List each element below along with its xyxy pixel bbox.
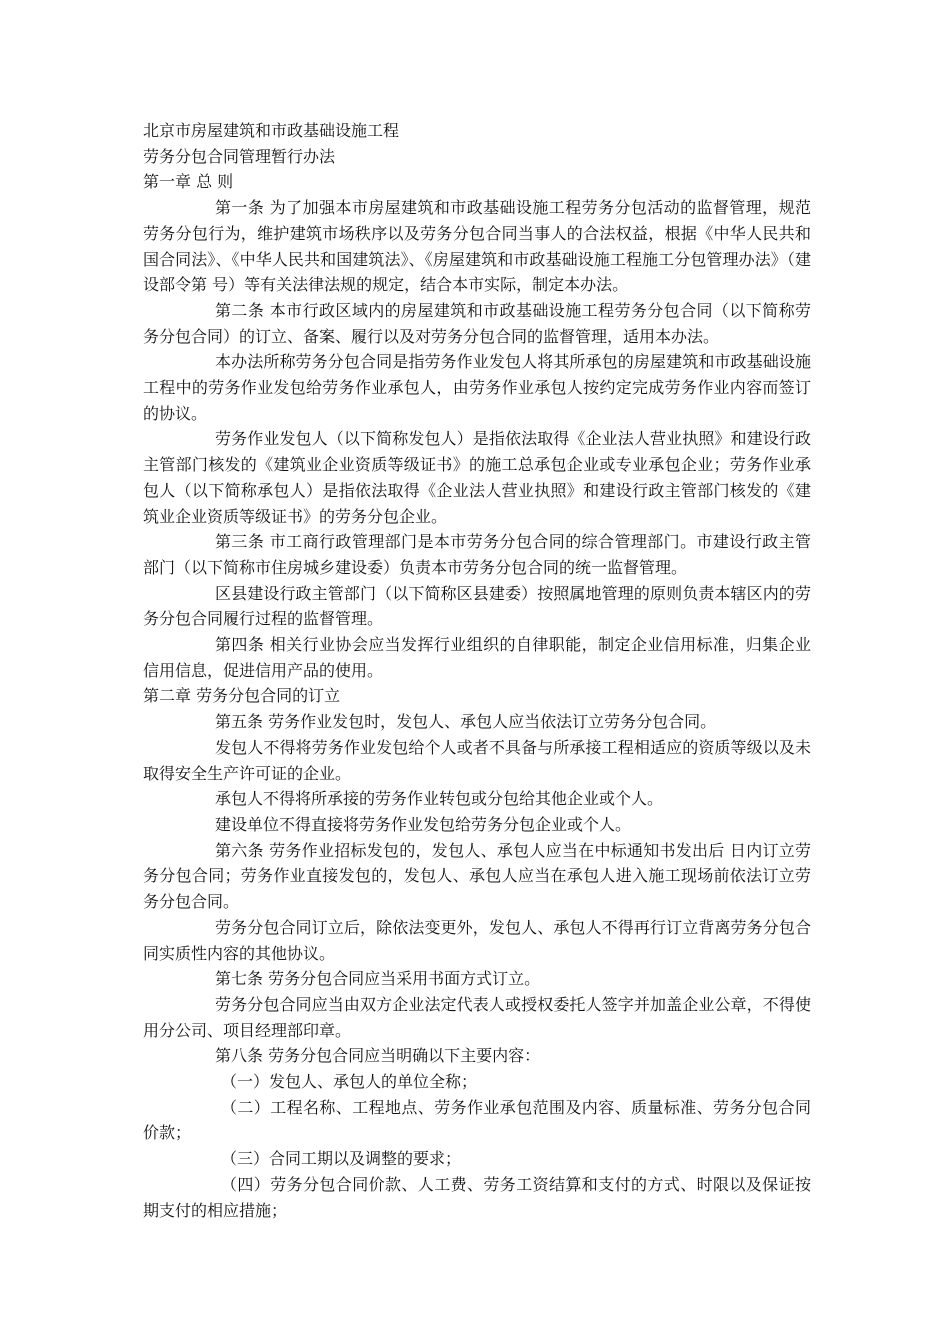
article-8-item-2: （二）工程名称、工程地点、劳务作业承包范围及内容、质量标准、劳务分包合同价款； [143,1097,811,1143]
article-8-item-3: （三）合同工期以及调整的要求； [221,1149,462,1169]
document-title-line2: 劳务分包合同管理暂行办法 [143,146,336,166]
chapter-1-heading: 第一章 总 则 [143,172,234,192]
article-3-paragraph-2: 区县建设行政主管部门（以下简称区县建委）按照属地管理的原则负责本辖区内的劳务分包合同履行过程的监督管理。 [143,583,811,629]
article-5-paragraph-4: 建设单位不得直接将劳务作业发包给劳务分包企业或个人。 [215,814,632,834]
article-8: 第八条 劳务分包合同应当明确以下主要内容： [215,1046,541,1066]
document-body [143,118,811,1223]
article-3: 第三条 市工商行政管理部门是本市劳务分包合同的综合管理部门。市建设行政主管部门（以下简称市住房城乡建设委）负责本市劳务分包合同的统一监督管理。 [143,532,811,577]
article-6: 第六条 劳务作业招标发包的，发包人、承包人应当在中标通知书发出后 日内订立劳务分包合同；劳务作业直接发包的，发包人、承包人应当在承包人进入施工现场前依法订立劳务分包合同。 [143,840,811,912]
document-title-line1: 北京市房屋建筑和市政基础设施工程 [143,121,400,140]
article-5-paragraph-3: 承包人不得将所承接的劳务作业转包或分包给其他企业或个人。 [215,789,664,809]
article-8-item-4: （四）劳务分包合同价款、人工费、劳务工资结算和支付的方式、时限以及保证按期支付的相应措施； [143,1174,811,1220]
article-5: 第五条 劳务作业发包时，发包人、承包人应当依法订立劳务分包合同。 [215,712,717,732]
article-5-paragraph-2: 发包人不得将劳务作业发包给个人或者不具备与所承接工程相适应的资质等级以及未取得安全生产许可证的企业。 [143,737,811,783]
chapter-2-heading: 第二章 劳务分包合同的订立 [143,686,341,706]
article-2-paragraph-3: 劳务作业发包人（以下简称发包人）是指依法取得《企业法人营业执照》和建设行政主管部门核发的《建筑业企业资质等级证书》的施工总承包企业或专业承包企业；劳务作业承包人（以下简称承包人）是指依法取得《企业法人营业执照》和建设行政主管部门核发的《建筑业企业资质等级证书》的劳务分包企业。 [143,429,811,526]
article-4: 第四条 相关行业协会应当发挥行业组织的自律职能，制定企业信用标准，归集企业信用信息，促进信用产品的使用。 [143,635,811,680]
article-2-paragraph-2: 本办法所称劳务分包合同是指劳务作业发包人将其所承包的房屋建筑和市政基础设施工程中的劳务作业发包给劳务作业承包人，由劳务作业承包人按约定完成劳务作业内容而签订的协议。 [143,352,811,423]
article-7-paragraph-2: 劳务分包合同应当由双方企业法定代表人或授权委托人签字并加盖企业公章，不得使用分公司、项目经理部印章。 [143,994,811,1040]
article-6-paragraph-2: 劳务分包合同订立后，除依法变更外，发包人、承包人不得再行订立背离劳务分包合同实质性内容的其他协议。 [143,917,811,963]
article-2: 第二条 本市行政区域内的房屋建筑和市政基础设施工程劳务分包合同（以下简称劳务分包合同）的订立、备案、履行以及对劳务分包合同的监督管理，适用本办法。 [143,300,811,346]
article-8-item-1: （一）发包人、承包人的单位全称； [221,1072,478,1092]
article-7: 第七条 劳务分包合同应当采用书面方式订立。 [215,969,541,989]
article-1: 第一条 为了加强本市房屋建筑和市政基础设施工程劳务分包活动的监督管理，规范劳务分包行为，维护建筑市场秩序以及劳务分包合同当事人的合法权益，根据《中华人民共和国合同法》、《中华人民共和国建筑法》、《房屋建筑和市政基础设施工程施工分包管理办法》（建设部令第 号）等有关法律法规的规定，结合本市实际，制定本办法。 [143,198,811,295]
